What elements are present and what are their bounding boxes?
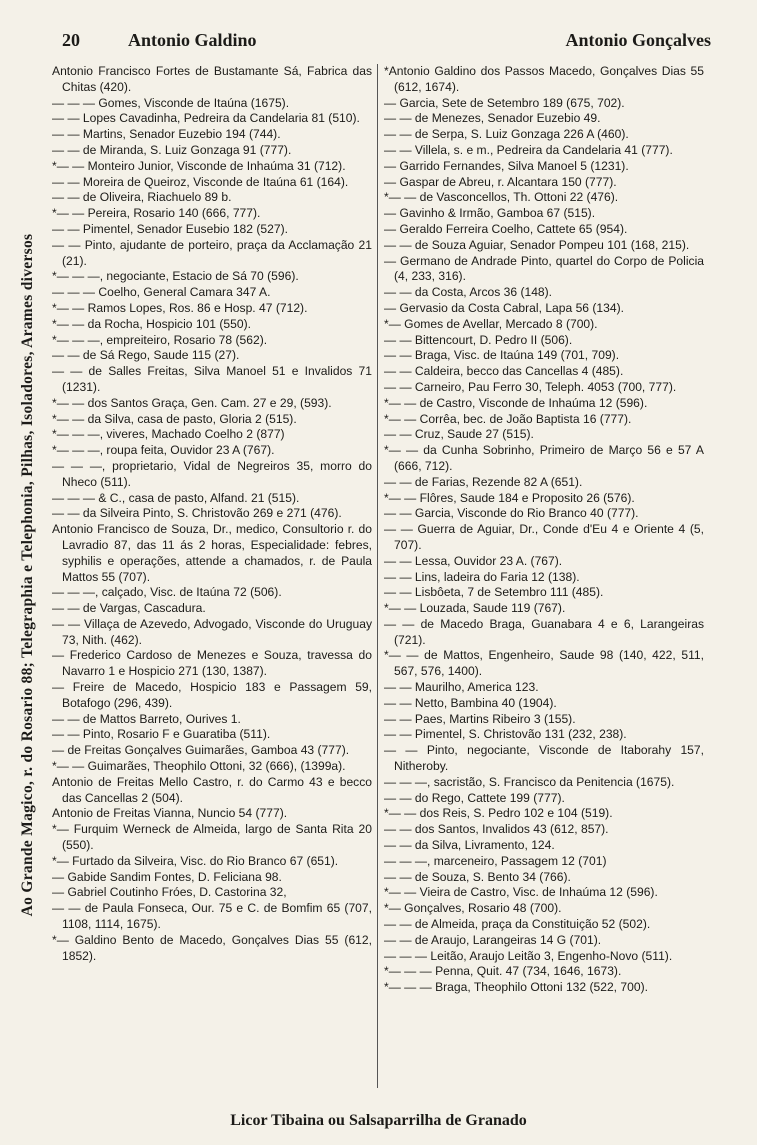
directory-entry: — — Netto, Bambina 40 (1904). <box>384 695 557 710</box>
directory-entry: *Antonio Galdino dos Passos Macedo, Gonçalves Dias 55 (612, 1674). <box>384 64 704 94</box>
directory-entry: — — — Leitão, Araujo Leitão 3, Engenho-Novo (511). <box>384 948 673 963</box>
directory-entry: — — de Paula Fonseca, Our. 75 e C. de Bomfim 65 (707, 1108, 1114, 1675). <box>52 901 372 932</box>
directory-entry: *— Gomes de Avellar, Mercado 8 (700). <box>384 316 598 331</box>
directory-entry: *— Gonçalves, Rosario 48 (700). <box>384 901 562 916</box>
directory-entry: — — —, marceneiro, Passagem 12 (701) <box>384 853 607 868</box>
directory-entry: — — de Salles Freitas, Silva Manoel 51 e Invalidos 71 (1231). <box>52 364 372 394</box>
directory-entry: *— Furtado da Silveira, Visc. do Rio Branco 67 (651). <box>52 853 339 868</box>
directory-entry: — — Pimentel, Senador Eusebio 182 (527). <box>52 221 288 236</box>
directory-entry: *— — —, negociante, Estacio de Sá 70 (596). <box>52 269 299 284</box>
directory-entry: *— — —, roupa feita, Ouvidor 23 A (767). <box>52 443 275 458</box>
directory-entry: — — de Farias, Rezende 82 A (651). <box>384 474 583 489</box>
directory-entry: — Gaspar de Abreu, r. Alcantara 150 (777). <box>384 174 617 189</box>
directory-entry: — — de Souza, S. Bento 34 (766). <box>384 869 571 884</box>
directory-entry: — Gervasio da Costa Cabral, Lapa 56 (134). <box>384 300 624 315</box>
directory-entry: — — de Souza Aguiar, Senador Pompeu 101 (168, 215). <box>384 237 690 252</box>
directory-entry: — — — & C., casa de pasto, Alfand. 21 (515). <box>52 490 300 505</box>
directory-entry: — — Villaça de Azevedo, Advogado, Visconde do Uruguay 73, Nith. (462). <box>52 616 372 647</box>
directory-entry: *— — Ramos Lopes, Ros. 86 e Hosp. 47 (712). <box>52 300 308 315</box>
directory-entry: — — de Sá Rego, Saude 115 (27). <box>52 348 240 363</box>
directory-entry: — — da Silveira Pinto, S. Christovão 269 e 271 (476). <box>52 506 342 521</box>
directory-entry: *— — de Vasconcellos, Th. Ottoni 22 (476). <box>384 190 619 205</box>
directory-entry: Antonio de Freitas Mello Castro, r. do Carmo 43 e becco das Cancellas 2 (504). <box>52 774 372 805</box>
directory-entry: — — de Oliveira, Riachuelo 89 b. <box>52 190 232 205</box>
directory-entry: — de Freitas Gonçalves Guimarães, Gamboa 43 (777). <box>52 743 350 758</box>
directory-entry: — — —, calçado, Visc. de Itaúna 72 (506). <box>52 585 282 600</box>
directory-entry: — — —, proprietario, Vidal de Negreiros 35, morro do Nheco (511). <box>52 458 372 489</box>
directory-entry: *— — da Silva, casa de pasto, Gloria 2 (515). <box>52 411 297 426</box>
header-right-name: Antonio Gonçalves <box>565 30 711 50</box>
header-left-name: Antonio Galdino <box>128 30 257 50</box>
page-number: 20 <box>62 30 80 50</box>
directory-entry: — — de Menezes, Senador Euzebio 49. <box>384 111 601 126</box>
directory-entry: — — de Macedo Braga, Guanabara 4 e 6, Larangeiras (721). <box>384 616 704 647</box>
directory-entry: *— — — Penna, Quit. 47 (734, 1646, 1673). <box>384 964 622 979</box>
directory-entry: — — Bittencourt, D. Pedro II (506). <box>384 332 573 347</box>
directory-entry: *— — Vieira de Castro, Visc. de Inhaúma 12 (596). <box>384 885 658 900</box>
directory-entry: — — dos Santos, Invalidos 43 (612, 857). <box>384 822 609 837</box>
directory-entry: — — Paes, Martins Ribeiro 3 (155). <box>384 711 576 726</box>
directory-entry: — — de Miranda, S. Luiz Gonzaga 91 (777). <box>52 142 292 157</box>
directory-entry: — Gabriel Coutinho Fróes, D. Castorina 32, <box>52 885 287 900</box>
directory-entry: — — Martins, Senador Euzebio 194 (744). <box>52 127 281 142</box>
directory-entry: *— — Guimarães, Theophilo Ottoni, 32 (666), (1399a). <box>52 759 346 774</box>
directory-entry: — — Moreira de Queiroz, Visconde de Itaúna 61 (164). <box>52 174 349 189</box>
footer-advertisement: Licor Tibaina ou Salsaparrilha de Granado <box>230 1112 527 1129</box>
page-header <box>62 30 717 54</box>
directory-entry: — Geraldo Ferreira Coelho, Cattete 65 (954). <box>384 221 628 236</box>
directory-entry: *— — Pereira, Rosario 140 (666, 777). <box>52 206 261 221</box>
directory-entry: — Gabide Sandim Fontes, D. Feliciana 98. <box>52 869 282 884</box>
directory-entry: — — — Coelho, General Camara 347 A. <box>52 285 271 300</box>
directory-entry: — — da Silva, Livramento, 124. <box>384 838 555 853</box>
directory-entry: — — Lisbôeta, 7 de Setembro 111 (485). <box>384 585 604 600</box>
side-advertisement-text: Ao Grande Magico, r. do Rosario 88; Telegraphia e Telephonia, Pilhas, Isoladores, Arames diversos <box>19 233 36 917</box>
directory-entry: — — Caldeira, becco das Cancellas 4 (485). <box>384 364 624 379</box>
directory-entry: — Gavinho & Irmão, Gamboa 67 (515). <box>384 206 596 221</box>
directory-entry: — Garrido Fernandes, Silva Manoel 5 (1231). <box>384 158 629 173</box>
directory-entry: — Frederico Cardoso de Menezes e Souza, travessa do Navarro 1 e Hospicio 271 (130, 1387). <box>52 648 372 679</box>
directory-entry: — — Maurilho, America 123. <box>384 680 539 695</box>
directory-entry: *— — dos Santos Graça, Gen. Cam. 27 e 29, (593). <box>52 395 332 410</box>
directory-entry: *— — da Cunha Sobrinho, Primeiro de Março 56 e 57 A (666, 712). <box>384 443 704 473</box>
directory-entry: — — de Vargas, Cascadura. <box>52 601 206 616</box>
directory-entry: *— — de Castro, Visconde de Inhaúma 12 (596). <box>384 395 648 410</box>
directory-entry: — — Garcia, Visconde do Rio Branco 40 (777). <box>384 506 639 521</box>
directory-entry: — — de Araujo, Larangeiras 14 G (701). <box>384 932 602 947</box>
directory-entry: Antonio Francisco de Souza, Dr., medico, Consultorio r. do Lavradio 87, das 11 ás 2 horas, Especialidade: febres, syphilis e operações, attende a chamados, r. de Paula Mattos 55 (707). <box>52 522 372 584</box>
left-column <box>52 64 372 1096</box>
directory-entry: — — da Costa, Arcos 36 (148). <box>384 285 553 300</box>
directory-entry: — — de Serpa, S. Luiz Gonzaga 226 A (460). <box>384 127 629 142</box>
directory-entry: *— — de Mattos, Engenheiro, Saude 98 (140, 422, 511, 567, 576, 1400). <box>384 648 704 679</box>
directory-entry: *— — —, viveres, Machado Coelho 2 (877) <box>52 427 285 442</box>
directory-entry: *— Furquim Werneck de Almeida, largo de Santa Rita 20 (550). <box>52 822 372 853</box>
directory-entry: *— — —, empreiteiro, Rosario 78 (562). <box>52 332 268 347</box>
directory-entry: *— — Louzada, Saude 119 (767). <box>384 601 566 616</box>
directory-entry: — — Pinto, negociante, Visconde de Itaborahy 157, Nitheroby. <box>384 743 704 774</box>
directory-entry: — Freire de Macedo, Hospicio 183 e Passagem 59, Botafogo (296, 439). <box>52 680 372 710</box>
directory-entry: — — Lopes Cavadinha, Pedreira da Candelaria 81 (510). <box>52 111 360 126</box>
directory-entry: — — de Mattos Barreto, Ourives 1. <box>52 711 241 726</box>
directory-entry: — — Cruz, Saude 27 (515). <box>384 427 534 442</box>
directory-entry: *— — dos Reis, S. Pedro 102 e 104 (519). <box>384 806 613 821</box>
directory-entry: — — —, sacristão, S. Francisco da Penitencia (1675). <box>384 774 675 789</box>
directory-entry: — — de Almeida, praça da Constituição 52 (502). <box>384 917 651 932</box>
column-divider <box>377 64 378 1088</box>
directory-entry: — — do Rego, Cattete 199 (777). <box>384 790 565 805</box>
directory-entry: *— — da Rocha, Hospicio 101 (550). <box>52 316 251 331</box>
directory-entry: — Germano de Andrade Pinto, quartel do Corpo de Policia (4, 233, 316). <box>384 253 704 284</box>
directory-entry: Antonio Francisco Fortes de Bustamante Sá, Fabrica das Chitas (420). <box>52 64 372 94</box>
directory-entry: *— Galdino Bento de Macedo, Gonçalves Dias 55 (612, 1852). <box>52 932 372 963</box>
directory-entry: — — — Gomes, Visconde de Itaúna (1675). <box>52 95 290 110</box>
directory-entry: — — Pinto, Rosario F e Guaratiba (511). <box>52 727 271 742</box>
directory-entry: Antonio de Freitas Vianna, Nuncio 54 (777). <box>52 806 288 821</box>
directory-entry: — — Lins, ladeira do Faria 12 (138). <box>384 569 580 584</box>
directory-entry: — — Carneiro, Pau Ferro 30, Teleph. 4053 (700, 777). <box>384 379 677 394</box>
directory-entry: — — Villela, s. e m., Pedreira da Candelaria 41 (777). <box>384 142 673 157</box>
directory-entry: — — Pimentel, S. Christovão 131 (232, 238). <box>384 727 627 742</box>
directory-entry: — — Braga, Visc. de Itaúna 149 (701, 709). <box>384 348 620 363</box>
directory-entry: — — Lessa, Ouvidor 23 A. (767). <box>384 553 563 568</box>
right-column <box>384 64 704 1096</box>
side-advertisement <box>6 40 50 1110</box>
directory-entry: — — Guerra de Aguiar, Dr., Conde d'Eu 4 e Oriente 4 (5, 707). <box>384 522 704 552</box>
directory-entry: *— — Monteiro Junior, Visconde de Inhaúma 31 (712). <box>52 158 346 173</box>
directory-entry: — — Pinto, ajudante de porteiro, praça da Acclamação 21 (21). <box>52 237 372 268</box>
directory-entry: *— — Corrêa, bec. de João Baptista 16 (777). <box>384 411 632 426</box>
directory-entry: *— — — Braga, Theophilo Ottoni 132 (522, 700). <box>384 980 648 995</box>
directory-entry: *— — Flôres, Saude 184 e Proposito 26 (576). <box>384 490 635 505</box>
directory-entry: — Garcia, Sete de Setembro 189 (675, 702). <box>384 95 625 110</box>
